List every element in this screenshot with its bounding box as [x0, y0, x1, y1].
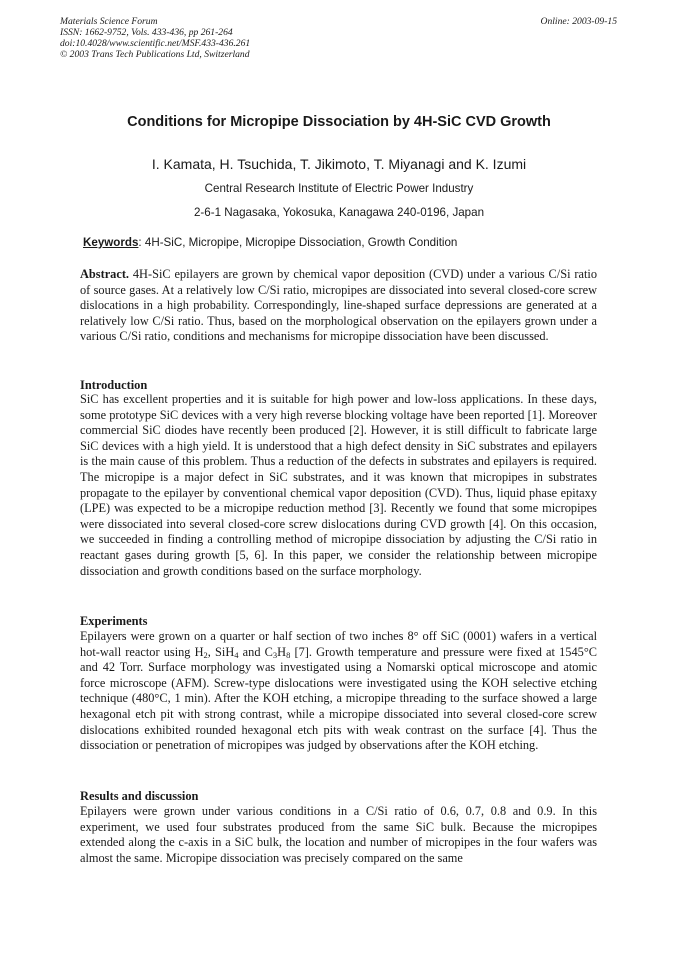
keywords-label: Keywords	[83, 236, 139, 249]
publication-header	[60, 16, 617, 60]
subscript-h2: 2	[203, 649, 208, 660]
experiments-text-1: Epilayers were grown on a quarter or half section of two inches 8° off SiC (0001) wafers in a vertical hot-wall reactor using H	[80, 629, 597, 659]
experiments-text-2: , SiH	[207, 644, 235, 659]
experiments-paragraph	[80, 629, 597, 754]
subscript-c3: 3	[272, 649, 278, 660]
experiments-text-3: and C	[238, 644, 273, 659]
subscript-h8: 8	[286, 649, 291, 660]
paper-title: Conditions for Micropipe Dissociation by 4H-SiC CVD Growth	[127, 114, 551, 130]
author-list: I. Kamata, H. Tsuchida, T. Jikimoto, T. Miyanagi and K. Izumi	[151, 156, 527, 172]
abstract-paragraph	[80, 267, 597, 345]
journal-name: Materials Science Forum	[60, 16, 158, 27]
experiments-text-4: H	[277, 644, 287, 659]
keywords-line	[83, 236, 457, 249]
introduction-heading: Introduction	[80, 378, 148, 392]
keywords-text: 4H-SiC, Micropipe, Micropipe Dissociation, Growth Condition	[141, 236, 458, 249]
experiments-text-5: [7]. Growth temperature and pressure were fixed at 1545°C and 42 Torr. Surface morphology was investigated using a Nomarski optical microscope and atomic force microscope (AFM). Screw-type dislocations were investigated using the KOH selective etching technique (480°C, 1 min). After the KOH etching, a micropipe threading to the surface showed a large hexagonal etch pit with strong contrast, while a micropipe dissociated into several closed-core screw dislocations exhibited rounded hexagonal etch pits with weak contrast on the surface [4]. Thus the dissociation or penetration of micropipes was judged by observations after the KOH etching.	[80, 644, 597, 753]
experiments-heading: Experiments	[80, 614, 148, 628]
results-paragraph: Epilayers were grown under various conditions in a C/Si ratio of 0.6, 0.7, 0.8 and 0.9. In this experiment, we used four substrates produced from the same SiC bulk. Because the micropipes extended along the c-axis in a SiC bulk, the location and number of micropipes in the four wafers was almost the same. Micropipe dissociation was precisely compared on the same	[80, 804, 597, 865]
subscript-sih4: 4	[234, 649, 239, 660]
copyright-line: © 2003 Trans Tech Publications Ltd, Switzerland	[60, 49, 250, 60]
abstract-text: 4H-SiC epilayers are grown by chemical vapor deposition (CVD) under a various C/Si ratio of source gases. At a relatively low C/Si ratio, micropipes are dissociated into several closed-core screw dislocations in a high probability. Correspondingly, line-shaped surface depressions are generated at a relatively low C/Si ratio. Thus, based on the morphological observation on the epilayers grown under a various C/Si ratio, conditions and mechanisms for micropipe dissociation have been discussed.	[80, 267, 597, 344]
doi-line: doi:10.4028/www.scientific.net/MSF.433-436.261	[60, 38, 251, 49]
online-date: Online: 2003-09-15	[540, 16, 617, 27]
introduction-paragraph: SiC has excellent properties and it is suitable for high power and low-loss applications. In these days, some prototype SiC devices with a very high reverse blocking voltage have been reported [1]. Moreover commercial SiC diodes have recently been produced [2]. However, it is still difficult to fabricate large SiC devices with a high yield. It is understood that a high defect density in SiC substrates and epilayers is the main cause of this problem. Thus a reduction of the defects in substrates and epilayers is required. The micropipe is a major defect in SiC substrates, and it was known that micropipes in substrates propagate to the epilayer by conventional chemical vapor deposition (CVD). Thus, liquid phase epitaxy (LPE) was expected to be a micropipe reduction method [3]. Recently we found that some micropipes were dissociated into several closed-core screw dislocations during CVD growth [4]. On this occasion, we succeeded in finding a controlling method of micropipe dissociation by adjusting the C/Si ratio in reactant gases during growth [5, 6]. In this paper, we consider the relationship between micropipe dissociation and growth conditions based on the surface morphology.	[80, 392, 597, 578]
issn-line: ISSN: 1662-9752, Vols. 433-436, pp 261-264	[60, 27, 233, 38]
keywords-colon: :	[138, 236, 142, 249]
abstract-label: Abstract.	[80, 267, 130, 281]
affiliation-institute: Central Research Institute of Electric Power Industry	[204, 182, 474, 195]
affiliation-address: 2-6-1 Nagasaka, Yokosuka, Kanagawa 240-0196, Japan	[193, 206, 485, 219]
results-heading: Results and discussion	[80, 789, 199, 803]
